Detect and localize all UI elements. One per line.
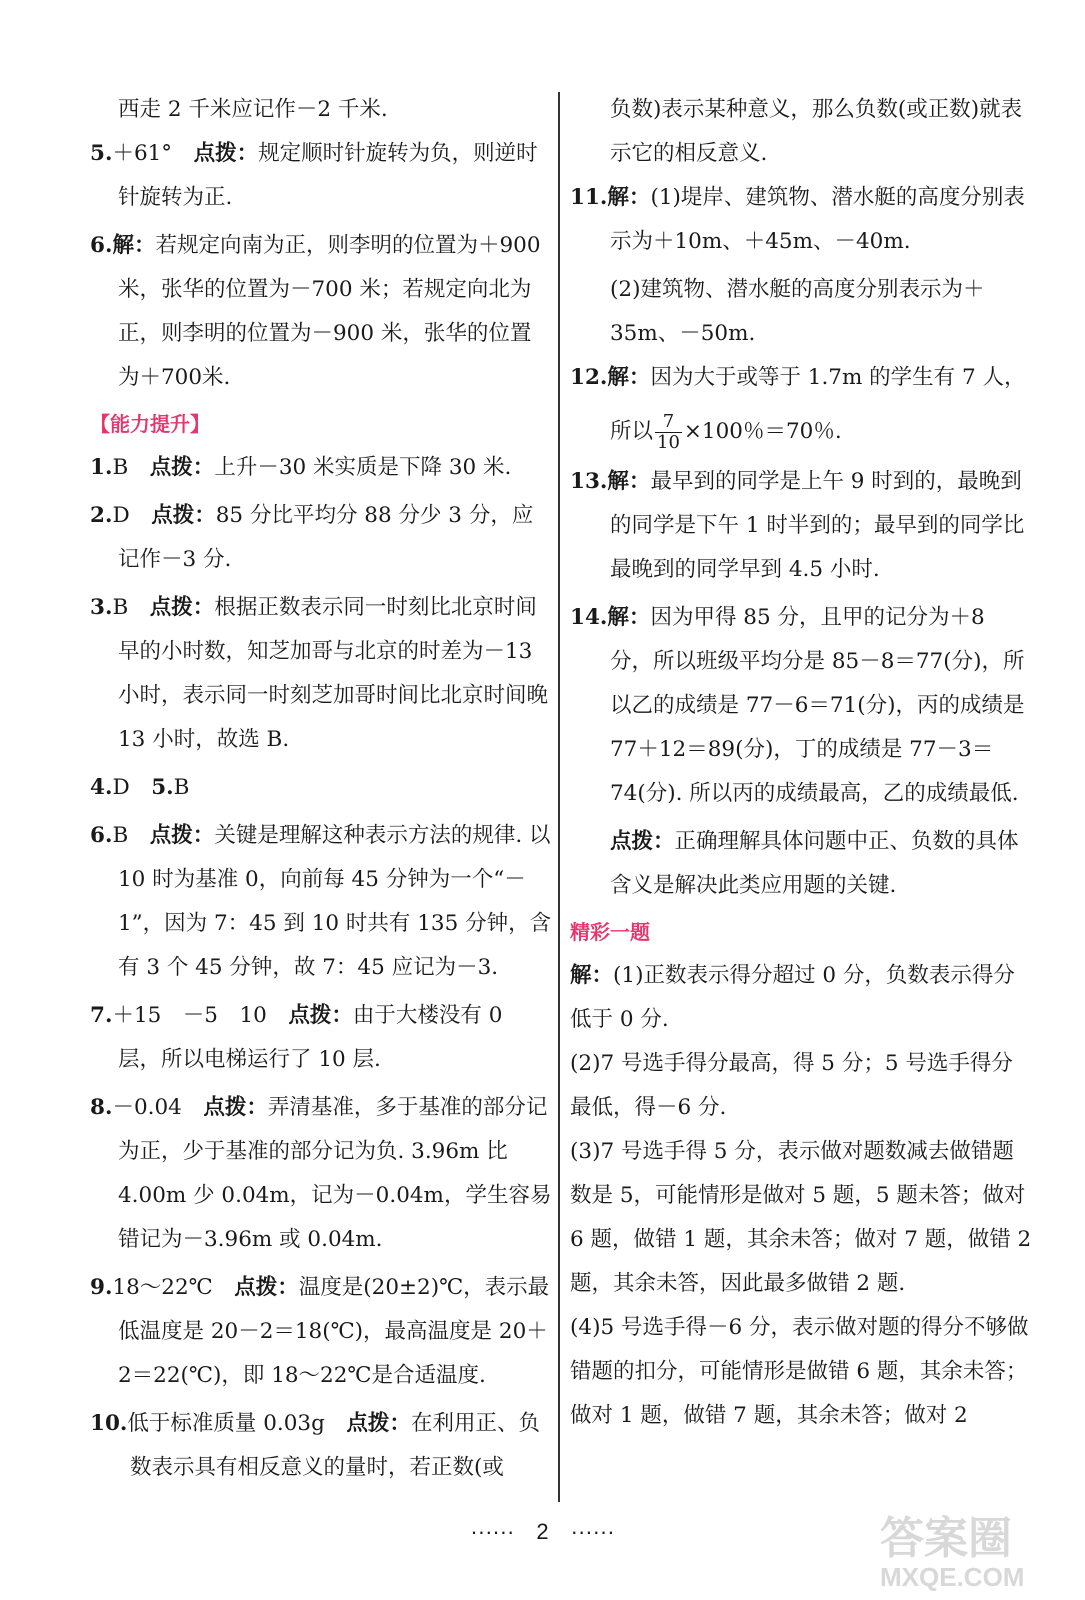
answer: ＋61° xyxy=(112,141,173,166)
continuation-text: 西走 2 千米应记作－2 千米. xyxy=(118,97,388,122)
answer-item-s10: 10.低于标准质量 0.03g 点拨：在利用正、负数表示具有相反意义的量时，若正数(或 xyxy=(90,1411,540,1480)
watermark-logo xyxy=(880,1515,1024,1591)
answer-item-s8: 8.－0.04 点拨：弄清基准，多于基准的部分记为正，少于基准的部分记为负. 3.96m 比 4.00m 少 0.04m，记为－0.04m，学生容易错记为－3.96m 或 0.04m. xyxy=(90,1095,552,1252)
solution-part-3: (3)7 号选手得 5 分，表示做对题数减去做错题数是 5，可能情形是做对 5 题，5 题未答；做对 6 题，做错 1 题，其余未答；做对 7 题，做错 2 题，其余未答，因此最多做错 2 题. xyxy=(570,1139,1032,1296)
item-number: 5. xyxy=(151,775,174,800)
solution-text: 因为大于或等于 1.7m 的学生有 7 人， xyxy=(650,365,1026,390)
answer-item-s13: 13.解：最早到的同学是上午 9 时到的，最晚到的同学是下午 1 时半到的；最早到的同学比最晚到的同学早到 4.5 小时. xyxy=(570,469,1025,582)
answer-item-5: 5.＋61° 点拨：规定顺时针旋转为负，则逆时针旋转为正. xyxy=(90,141,538,210)
continuation-text: 负数)表示某种意义，那么负数(或正数)就表示它的相反意义. xyxy=(610,97,1023,166)
hint-text: 85 分比平均分 88 分少 3 分，应记作－3 分. xyxy=(118,503,534,572)
answer-item-6: 6.解：若规定向南为正，则李明的位置为＋900 米，张华的位置为－700 米；若规定向北为正，则李明的位置为－900 米，张华的位置为＋700米. xyxy=(90,233,541,390)
answer: －0.04 xyxy=(112,1095,182,1120)
solution-part-2: (2)7 号选手得分最高，得 5 分；5 号选手得分最低，得－6 分. xyxy=(570,1051,1013,1120)
hint-tag: 点拨 xyxy=(203,1095,247,1120)
answer: B xyxy=(112,595,129,620)
page-number: ······ 2 ······ xyxy=(470,1519,615,1544)
hint-text: 在利用正、负数表示具有相反意义的量时，若正数(或 xyxy=(130,1411,540,1480)
solution-text: 最早到的同学是上午 9 时到的，最晚到的同学是下午 1 时半到的；最早到的同学比最晚到的同学早到 4.5 小时. xyxy=(610,469,1025,582)
fraction-line xyxy=(570,404,1032,460)
hint-tag: 点拨 xyxy=(346,1411,390,1436)
hint-tag: 点拨 xyxy=(149,595,193,620)
hint-tag: 点拨 xyxy=(234,1275,278,1300)
fraction xyxy=(655,412,682,453)
item-number: 7. xyxy=(90,1003,113,1028)
answer: B xyxy=(112,823,129,848)
answer: ＋15 －5 10 xyxy=(112,1003,267,1028)
hint-text: 温度是(20±2)℃，表示最低温度是 20－2＝18(℃)，最高温度是 20＋2＝22(℃)，即 18～22℃是合适温度. xyxy=(118,1275,550,1388)
answer-item-s11: 11.解：(1)堤岸、建筑物、潜水艇的高度分别表示为＋10m、＋45m、－40m. xyxy=(570,185,1025,254)
answer-item-s6: 6.B 点拨：关键是理解这种表示方法的规律. 以 10 时为基准 0，向前每 45 分钟为一个“－1”，因为 7：45 到 10 时共有 135 分钟，含有 3 个 45 分钟，故 7：45 应记为－3. xyxy=(90,823,552,980)
solution-text: (1)堤岸、建筑物、潜水艇的高度分别表示为＋10m、＋45m、－40m. xyxy=(610,185,1025,254)
solution-part-1: (1)正数表示得分超过 0 分，负数表示得分低于 0 分. xyxy=(570,963,1015,1032)
item-number: 14. xyxy=(570,605,608,630)
item-number: 10. xyxy=(90,1411,128,1436)
section-title-ability: 【能力提升】 xyxy=(90,412,210,436)
watermark-text: 答案圈 xyxy=(880,1514,1012,1563)
hint-text: 弄清基准，多于基准的部分记为正，少于基准的部分记为负. 3.96m 比 4.00m 少 0.04m，记为－0.04m，学生容易错记为－3.96m 或 0.04m. xyxy=(118,1095,552,1252)
hint-tag: 点拨 xyxy=(193,141,237,166)
item-number: 4. xyxy=(90,775,113,800)
answer-item-s9: 9.18～22℃ 点拨：温度是(20±2)℃，表示最低温度是 20－2＝18(℃)，最高温度是 20＋2＝22(℃)，即 18～22℃是合适温度. xyxy=(90,1275,550,1388)
answer-item-s7: 7.＋15 －5 10 点拨：由于大楼没有 0 层，所以电梯运行了 10 层. xyxy=(90,1003,503,1072)
item-number: 6. xyxy=(90,233,113,258)
solution-tag: 解 xyxy=(112,233,134,258)
solution-tag: 解 xyxy=(607,185,629,210)
hint-tag: 点拨 xyxy=(610,829,654,854)
item-number: 6. xyxy=(90,823,113,848)
left-column xyxy=(90,88,552,1494)
hint-tag: 点拨 xyxy=(149,455,193,480)
text: 所以 xyxy=(610,419,654,444)
answer-item-s3: 3.B 点拨：根据正数表示同一时刻比北京时间早的小时数，知芝加哥与北京的时差为－13 小时，表示同一时刻芝加哥时间比北京时间晚 13 小时，故选 B. xyxy=(90,595,549,752)
item-number: 9. xyxy=(90,1275,113,1300)
solution-tag: 解 xyxy=(607,469,629,494)
highlight-solution: 解：(1)正数表示得分超过 0 分，负数表示得分低于 0 分. xyxy=(570,963,1015,1032)
hint-tag: 点拨 xyxy=(288,1003,332,1028)
answer-item-s2: 2.D 点拨：85 分比平均分 88 分少 3 分，应记作－3 分. xyxy=(90,503,534,572)
hint-text: 关键是理解这种表示方法的规律. 以 10 时为基准 0，向前每 45 分钟为一个“－1”，因为 7：45 到 10 时共有 135 分钟，含有 3 个 45 分钟，故 7：45 应记为－3. xyxy=(118,823,552,980)
hint-text: 正确理解具体问题中正、负数的具体含义是解决此类应用题的关键. xyxy=(610,829,1019,898)
item-number: 1. xyxy=(90,455,113,480)
fraction-denominator: 10 xyxy=(657,431,680,453)
answer-item-s1: 1.B 点拨：上升－30 米实质是下降 30 米. xyxy=(90,455,512,480)
item-number: 3. xyxy=(90,595,113,620)
item-number: 8. xyxy=(90,1095,113,1120)
solution-text: 若规定向南为正，则李明的位置为＋900 米，张华的位置为－700 米；若规定向北为正，则李明的位置为－900 米，张华的位置为＋700米. xyxy=(118,233,541,390)
solution-text: 因为甲得 85 分，且甲的记分为＋8 分，所以班级平均分是 85－8＝77(分)，所以乙的成绩是 77－6＝71(分)，丙的成绩是 77＋12＝89(分)，丁的成绩是 77－3＝74(分). 所以丙的成绩最高，乙的成绩最低. xyxy=(610,605,1025,806)
solution-tag: 解 xyxy=(607,365,629,390)
answer-item-s14: 14.解：因为甲得 85 分，且甲的记分为＋8 分，所以班级平均分是 85－8＝77(分)，所以乙的成绩是 77－6＝71(分)，丙的成绩是 77＋12＝89(分)，丁的成绩是 77－3＝74(分). 所以丙的成绩最高，乙的成绩最低. xyxy=(570,605,1025,806)
answer: B xyxy=(112,455,129,480)
solution-tag: 解 xyxy=(570,963,592,988)
item-number: 13. xyxy=(570,469,608,494)
solution-part-4: (4)5 号选手得－6 分，表示做对题的得分不够做错题的扣分，可能情形是做错 6 题，其余未答；做对 1 题，做错 7 题，其余未答；做对 2 xyxy=(570,1315,1029,1428)
item-number: 2. xyxy=(90,503,113,528)
right-column xyxy=(570,88,1032,1438)
answer-item-s12: 12.解：因为大于或等于 1.7m 的学生有 7 人， xyxy=(570,365,1026,390)
hint-paragraph: 点拨：正确理解具体问题中正、负数的具体含义是解决此类应用题的关键. xyxy=(610,829,1019,898)
item-number: 12. xyxy=(570,365,608,390)
answer: B xyxy=(173,775,190,800)
solution-tag: 解 xyxy=(607,605,629,630)
hint-tag: 点拨 xyxy=(151,503,195,528)
section-title-highlight: 精彩一题 xyxy=(570,920,650,944)
answer: 低于标准质量 0.03g xyxy=(127,1411,325,1436)
watermark-url: MXQE.COM xyxy=(880,1562,1025,1592)
hint-tag: 点拨 xyxy=(149,823,193,848)
item-number: 11. xyxy=(570,185,608,210)
hint-text: 上升－30 米实质是下降 30 米. xyxy=(214,455,512,480)
answer: 18～22℃ xyxy=(112,1275,213,1300)
text: ×100％＝70％. xyxy=(683,419,842,444)
item-number: 5. xyxy=(90,141,113,166)
hint-text: 根据正数表示同一时刻比北京时间早的小时数，知芝加哥与北京的时差为－13 小时，表示同一时刻芝加哥时间比北京时间晚 13 小时，故选 B. xyxy=(118,595,549,752)
column-divider xyxy=(558,92,560,1502)
hint-text: 规定顺时针旋转为负，则逆时针旋转为正. xyxy=(118,141,538,210)
answer: D xyxy=(112,503,130,528)
solution-part-2: (2)建筑物、潜水艇的高度分别表示为＋35m、－50m. xyxy=(610,277,985,346)
answer-item-s4-s5 xyxy=(90,766,552,810)
hint-text: 由于大楼没有 0 层，所以电梯运行了 10 层. xyxy=(118,1003,503,1072)
fraction-numerator: 7 xyxy=(655,412,682,433)
answer: D xyxy=(112,775,130,800)
